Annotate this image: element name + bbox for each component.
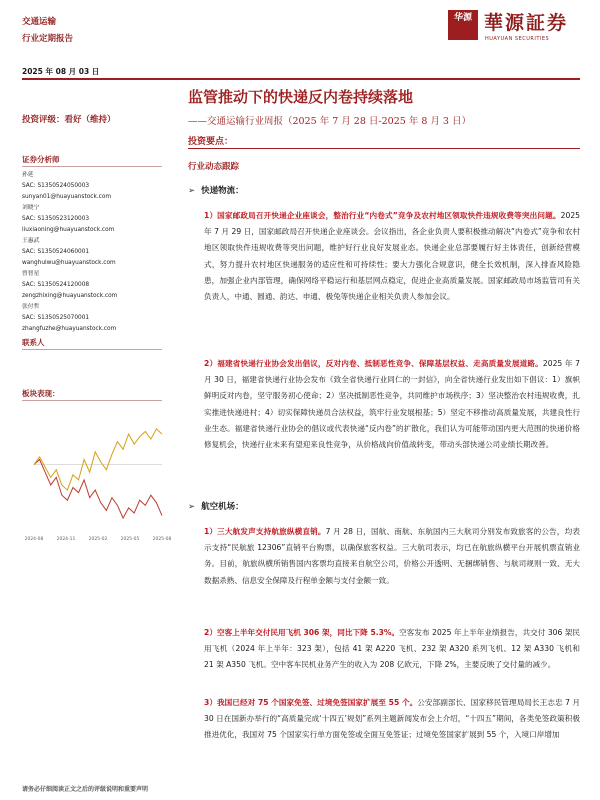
aviation-p2-highlight: 2）空客上半年交付民用飞机 306 架，同比下降 5.3%。 bbox=[204, 628, 400, 637]
section-label: 行业动态跟踪 bbox=[188, 162, 240, 172]
category-label: 交通运输 bbox=[22, 17, 57, 27]
aviation-paragraph-1 bbox=[204, 524, 580, 589]
investment-rating: 投资评级：看好（维持） bbox=[22, 115, 116, 125]
arrow-icon: ➢ bbox=[188, 502, 196, 512]
chart-divider bbox=[22, 400, 162, 401]
chart-label: 板块表现： bbox=[22, 389, 60, 398]
key-points-label: 投资要点： bbox=[188, 137, 234, 147]
aviation-p1-body: 7 月 28 日，国航、南航、东航国内三大航司分别发布致旅客的公告，均表示支持“民航旅 12306”直销平台购票，以确保旅客权益。三大航司表示，均已在航旅纵横平台开展机票直销业务。目前，航旅纵横所销售国内客票均直接来自航空公司，价格公开透明、无捆绑销售、与航司规则一致、无大数据杀熟、信息安全保障及行程单金额与支付金额一致。 bbox=[204, 527, 580, 585]
seal-icon bbox=[448, 10, 478, 40]
analyst-email[interactable]: zhangfuzhe@huayuanstock.com bbox=[22, 326, 117, 332]
analysts-divider bbox=[22, 166, 162, 167]
aviation-label-text: 航空机场： bbox=[201, 502, 244, 512]
company-logo bbox=[448, 8, 588, 48]
footer-disclaimer: 请务必仔细阅读正文之后的评级说明和重要声明 bbox=[22, 786, 149, 793]
header-left bbox=[22, 14, 73, 48]
aviation-section-label bbox=[188, 500, 244, 512]
aviation-p3-highlight: 3）我国已经对 75 个国家免签、过境免签国家扩展至 55 个。 bbox=[204, 698, 418, 707]
seal-text: 华源 bbox=[453, 13, 472, 23]
report-type-label: 行业定期报告 bbox=[22, 34, 74, 44]
analyst-sac: SAC: S1350524120008 bbox=[22, 282, 90, 288]
sector-performance-chart bbox=[22, 412, 172, 547]
brand-name: 華源証券 bbox=[484, 12, 569, 34]
analyst-email[interactable]: wanghuiwu@huayuanstock.com bbox=[22, 260, 116, 266]
analyst-name: 孙延 bbox=[22, 172, 34, 178]
analyst-name: 刘晓宁 bbox=[22, 205, 40, 211]
report-date: 2025 年 08 月 03 日 bbox=[22, 67, 100, 76]
analyst-email[interactable]: liuxiaoning@huayuanstock.com bbox=[22, 227, 115, 233]
express-p2-body: 2025 年 7 月 30 日，福建省快递行业协会发布《致全省快递行业同仁的一封信》，向全省快递行业发出如下倡议：1）旗帜鲜明反对内卷，坚守服务初心使命；2）坚决抵制恶性竞争，共同维护市场秩序；3）坚决整治农村违规收费，扎实推进快递进村；4）切实保障快递员合法权益，筑牢行业发展根基；5）坚定不移推动高质量发展，共建良性行业生态。福建省快递行业协会的倡议或代表快递“反内卷”的扩散化，我们认为可能带动国内更大范围的快递价格修复机会，快递行业未来有望迎来良性竞争，从价格战向价值战转变，带动头部快递公司业绩长期改善。 bbox=[204, 359, 580, 450]
analyst-name: 王惠武 bbox=[22, 238, 40, 244]
x-tick-label: 2024-11 bbox=[56, 537, 76, 542]
express-paragraph-2 bbox=[204, 356, 580, 453]
analyst-name: 曾智星 bbox=[22, 271, 40, 277]
express-p1-body: 2025 年 7 月 29 日，国家邮政局召开快递企业座谈会。会议指出，各企业负责人要积极推动解决“内卷式”竞争和农村地区领取快件违规收费等突出问题，维护好行业良好发展业态。快递企业总部要履行好主体责任，创新经营模式，努力提升农村地区快递服务的适应性和可持续性；要大力强化合规意识，健全长效机制，深入排查风险隐患，加强企业内部管理，确保网络平稳运行和基层网点稳定，促进企业高质量发展。国家邮政局市场监管司有关负责人，中通、圆通、韵达、申通、极兔等快递企业相关负责人参加会议。 bbox=[204, 211, 580, 302]
key-points-divider bbox=[188, 148, 580, 149]
express-section-label bbox=[188, 184, 244, 196]
x-tick-label: 2025-05 bbox=[120, 537, 140, 542]
express-p2-highlight: 2）福建省快递行业协会发出倡议，反对内卷、抵制恶性竞争、保障基层权益、走高质量发展道路。 bbox=[204, 359, 543, 368]
x-tick-label: 2025-08 bbox=[152, 537, 172, 542]
analyst-sac: SAC: S1350523120003 bbox=[22, 216, 90, 222]
contact-divider bbox=[22, 349, 162, 350]
analyst-email[interactable]: sunyan01@huayuanstock.com bbox=[22, 194, 112, 200]
express-label-text: 快递物流： bbox=[201, 186, 244, 196]
aviation-paragraph-3 bbox=[204, 695, 580, 744]
x-tick-label: 2025-02 bbox=[88, 537, 108, 542]
analyst-sac: SAC: S1350525070001 bbox=[22, 315, 90, 321]
x-tick-label: 2024-08 bbox=[24, 537, 44, 542]
analyst-sac: SAC: S1350524050003 bbox=[22, 183, 90, 189]
express-paragraph-1 bbox=[204, 208, 580, 305]
header-divider bbox=[22, 78, 580, 80]
analyst-sac: SAC: S1350524060001 bbox=[22, 249, 90, 255]
contact-label: 联系人 bbox=[22, 338, 45, 347]
brand-name-en: HUAYUAN SECURITIES bbox=[485, 36, 550, 42]
analysts-label: 证券分析师 bbox=[22, 155, 60, 164]
aviation-paragraph-2 bbox=[204, 625, 580, 674]
aviation-p2-body: 空客发布 2025 年上半年业绩报告，共交付 306 架民用飞机（2024 年上半年：323 架），包括 41 架 A220 飞机、232 架 A320 系列飞机、12 架 A330 飞机和 21 架 A350 飞机。空中客车民机业务产生的收入为 208 亿欧元，下降 2%，主要反映了交付量的减少。 bbox=[204, 628, 580, 670]
series-line-0 bbox=[34, 459, 162, 518]
page-subtitle: ——交通运输行业周报（2025 年 7 月 28 日-2025 年 8 月 3 日） bbox=[188, 116, 471, 127]
analyst-email[interactable]: zengzhixing@huayuanstock.com bbox=[22, 293, 118, 299]
aviation-p1-highlight: 1）三大航发声支持航旅纵横直销。 bbox=[204, 527, 326, 536]
page-title: 监管推动下的快递反内卷持续落地 bbox=[188, 88, 414, 106]
aviation-p3-body: 公安部副部长、国家移民管理局局长王志忠 7 月 30 日在国新办举行的“高质量完成‘十四五’规划”系列主题新闻发布会上介绍，“十四五”期间，各类免签政策积极推进优化，我国对 75 个国家实行单方面免签或全面互免签证；过境免签国家扩展到 55 个，入境口岸增加 bbox=[204, 698, 580, 740]
analyst-name: 张付哲 bbox=[22, 304, 40, 310]
express-p1-highlight: 1）国家邮政局召开快递企业座谈会，整治行业“内卷式”竞争及农村地区领取快件违规收费等突出问题。 bbox=[204, 211, 561, 220]
arrow-icon: ➢ bbox=[188, 186, 196, 196]
analyst-list bbox=[22, 170, 182, 335]
